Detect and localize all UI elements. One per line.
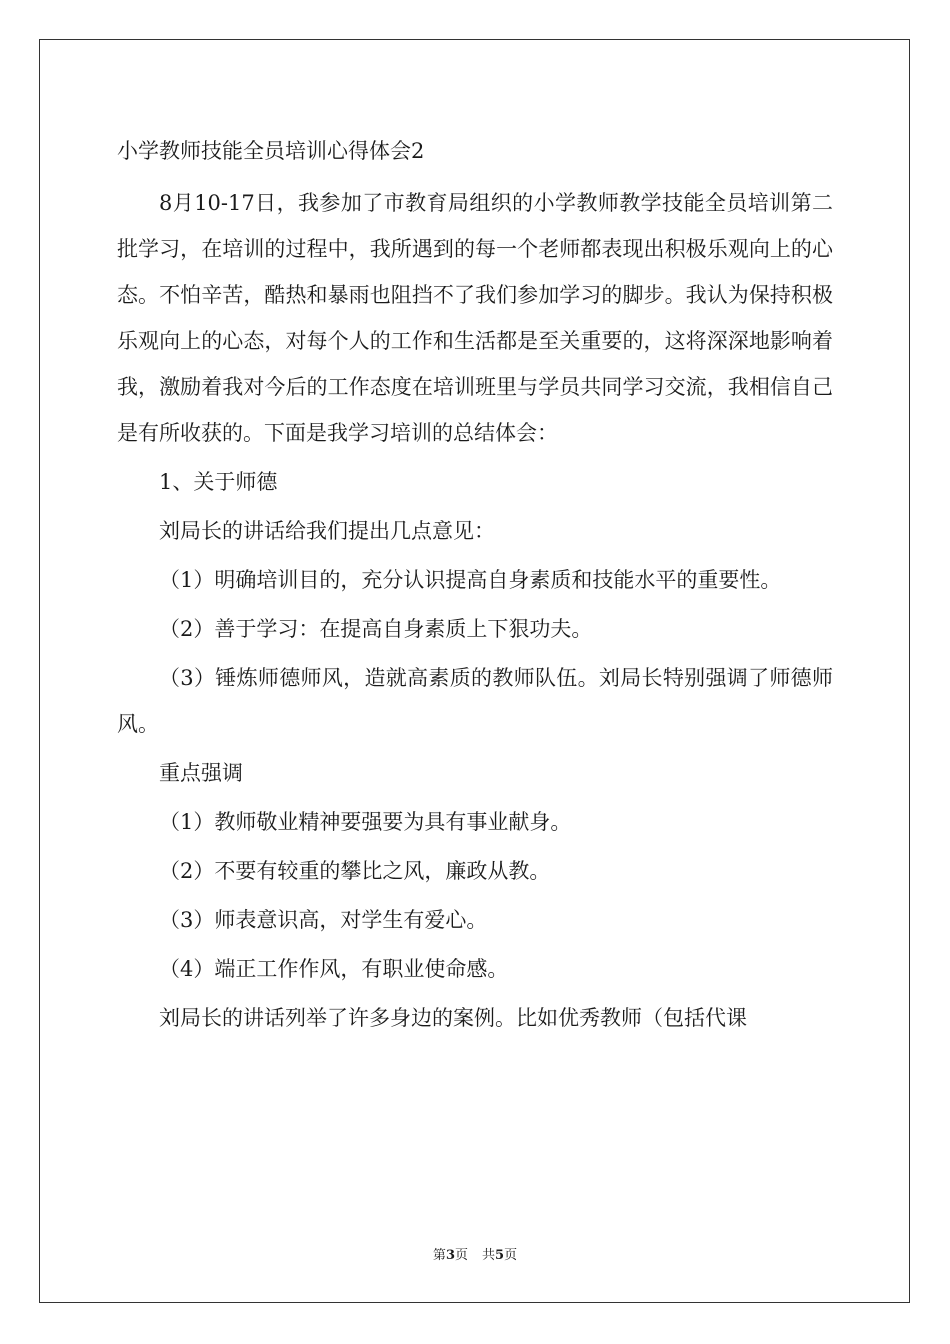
list-item-1: （1）明确培训目的，充分认识提高自身素质和技能水平的重要性。 [159,568,782,592]
paragraph-intro: 8月10-17日，我参加了市教育局组织的小学教师教学技能全员培训第二批学习，在培训的过程中，我所遇到的每一个老师都表现出积极乐观向上的心态。不怕辛苦，酷热和暴雨也阻挡不了我们参加学习的脚步。我认为保持积极乐观向上的心态，对每个人的工作和生活都是至关重要的，这将深深地影响着我，激励着我对今后的工作态度在培训班里与学员共同学习交流，我相信自己是有所收获的。下面是我学习培训的总结体会： [117,191,833,445]
emphasis-item-3: （3）师表意识高，对学生有爱心。 [159,908,488,932]
list-item-2: （2）善于学习：在提高自身素质上下狠功夫。 [159,617,593,641]
paragraph-key-emphasis: 重点强调 [159,761,243,785]
emphasis-item-1: （1）教师敬业精神要强要为具有事业献身。 [159,810,572,834]
emphasis-item-4: （4）端正工作作风，有职业使命感。 [159,957,509,981]
page-suffix: 页 [454,1248,468,1263]
paragraph-director-opinions: 刘局长的讲话给我们提出几点意见： [159,519,495,543]
page-footer [0,1247,950,1265]
list-item-3: （3）锤炼师德师风，造就高素质的教师队伍。刘局长特别强调了师德师风。 [117,666,833,736]
section-heading-teacher-ethics: 1、关于师德 [159,470,278,494]
document-title: 小学教师技能全员培训心得体会2 [117,139,425,163]
total-prefix: 共 [482,1248,496,1263]
current-page-number: 3 [445,1248,455,1263]
document-body [117,128,833,1041]
total-suffix: 页 [504,1248,518,1263]
paragraph-examples: 刘局长的讲话列举了许多身边的案例。比如优秀教师（包括代课 [159,1006,747,1030]
page-prefix: 第 [432,1248,446,1263]
emphasis-item-2: （2）不要有较重的攀比之风，廉政从教。 [159,859,551,883]
total-page-number: 5 [495,1248,505,1263]
